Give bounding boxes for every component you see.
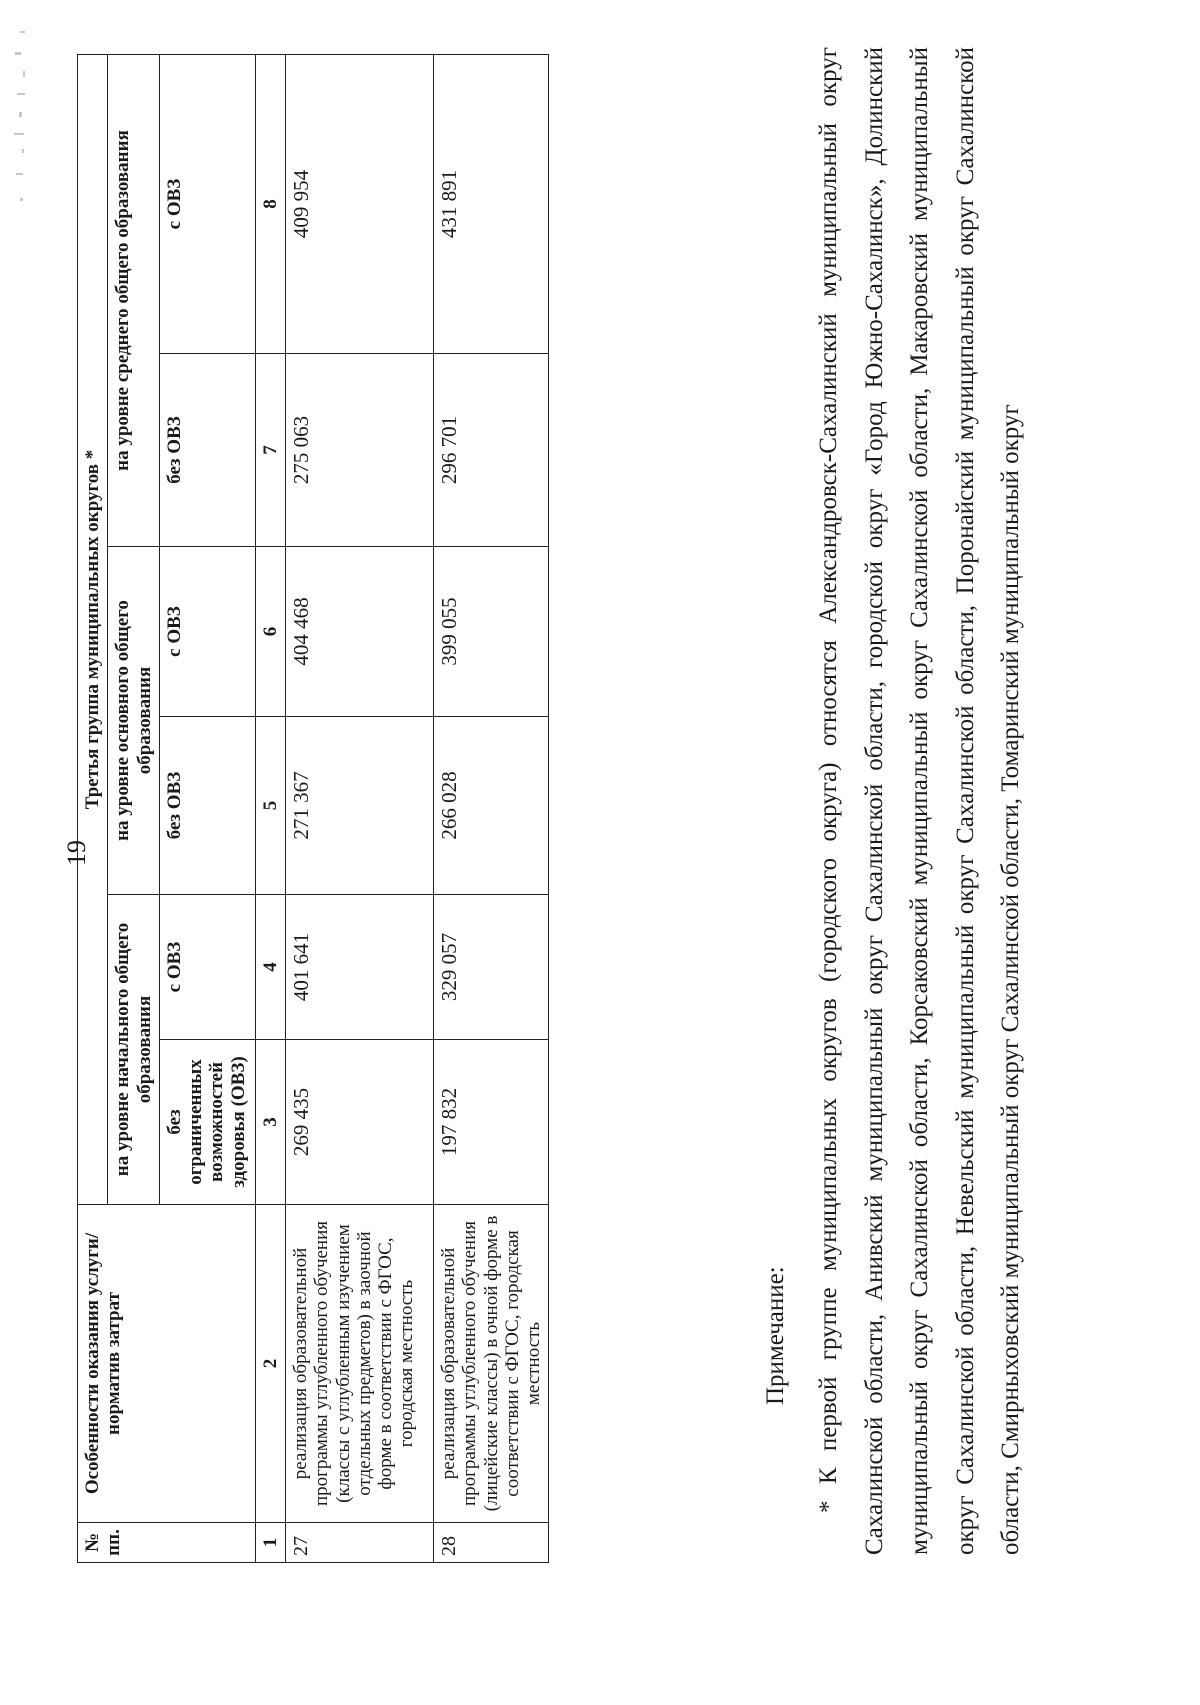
- level-header-basic: на уровне основного общего образования: [108, 547, 160, 895]
- cell-value: 266 028: [434, 717, 549, 895]
- cell-value: 399 055: [434, 547, 549, 717]
- table-row: [434, 54, 549, 1562]
- column-index: 2: [255, 1205, 285, 1523]
- subheader-without-ovz: без ОВЗ: [159, 717, 255, 895]
- cell-value: 404 468: [286, 547, 434, 717]
- cell-value: 275 063: [286, 354, 434, 547]
- column-index: 4: [255, 895, 285, 1040]
- scan-artifact: [10, 15, 34, 205]
- cell-value: 269 435: [286, 1040, 434, 1205]
- column-index: 6: [255, 547, 285, 717]
- subheader-with-ovz: с ОВЗ: [159, 54, 255, 353]
- row-description: реализация образовательной программы углубленного обучения (лицейские классы) в очной форме в соответствии с ФГОС, городская местность: [434, 1205, 549, 1523]
- column-index: 3: [255, 1040, 285, 1205]
- column-index: 1: [255, 1523, 285, 1563]
- cell-value: 329 057: [434, 895, 549, 1040]
- table-row: [286, 54, 434, 1562]
- row-number: 28: [434, 1523, 549, 1563]
- col-no-header: № пп.: [78, 1523, 256, 1563]
- page-number: 19: [62, 840, 91, 866]
- col-desc-header: Особенности оказания услуги/норматив затрат: [78, 1205, 256, 1523]
- group-header: Третья группа муниципальных округов *: [78, 54, 108, 1204]
- level-header-primary: на уровне начального общего образования: [108, 895, 160, 1205]
- cell-value: 296 701: [434, 354, 549, 547]
- column-index: 7: [255, 354, 285, 547]
- cell-value: 271 367: [286, 717, 434, 895]
- cell-value: 197 832: [434, 1040, 549, 1205]
- row-number: 27: [286, 1523, 434, 1563]
- subheader-with-ovz: с ОВЗ: [159, 895, 255, 1040]
- column-index-row: [255, 54, 285, 1562]
- note-text: * К первой группе муниципальных округов (городского округа) относятся Александровск-Сахалинский муниципальный округ Сахалинской области, Анивский муниципальный округ Сахалинской области, городской округ «Город Южно-Сахалинск», Долинский муниципальный округ Сахалинской области, Корсаковский муниципальный округ Сахалинской области, Макаровский муниципальный округ Сахалинской области, Невельский муниципальный округ Сахалинской области, Поронайский муниципальный округ Сахалинской области, Смирныховский муниципальный округ Сахалинской области, Томаринский муниципальный округ: [815, 47, 1025, 1555]
- column-index: 8: [255, 54, 285, 353]
- header-row-1: [78, 54, 108, 1562]
- level-header-secondary: на уровне среднего общего образования: [108, 54, 160, 546]
- column-index: 5: [255, 717, 285, 895]
- cell-value: 431 891: [434, 54, 549, 353]
- subheader-without-ovz: без ограниченных возможностей здоровья (ОВЗ): [159, 1040, 255, 1205]
- cost-norms-table: [77, 54, 549, 1563]
- cell-value: 409 954: [286, 54, 434, 353]
- cell-value: 401 641: [286, 895, 434, 1040]
- subheader-with-ovz: с ОВЗ: [159, 547, 255, 717]
- row-description: реализация образовательной программы углубленного обучения (классы с углубленным изучением отдельных предметов) в заочной форме в соответствии с ФГОС, городская местность: [286, 1205, 434, 1523]
- subheader-without-ovz: без ОВЗ: [159, 354, 255, 547]
- note-title: Примечание:: [762, 1266, 789, 1405]
